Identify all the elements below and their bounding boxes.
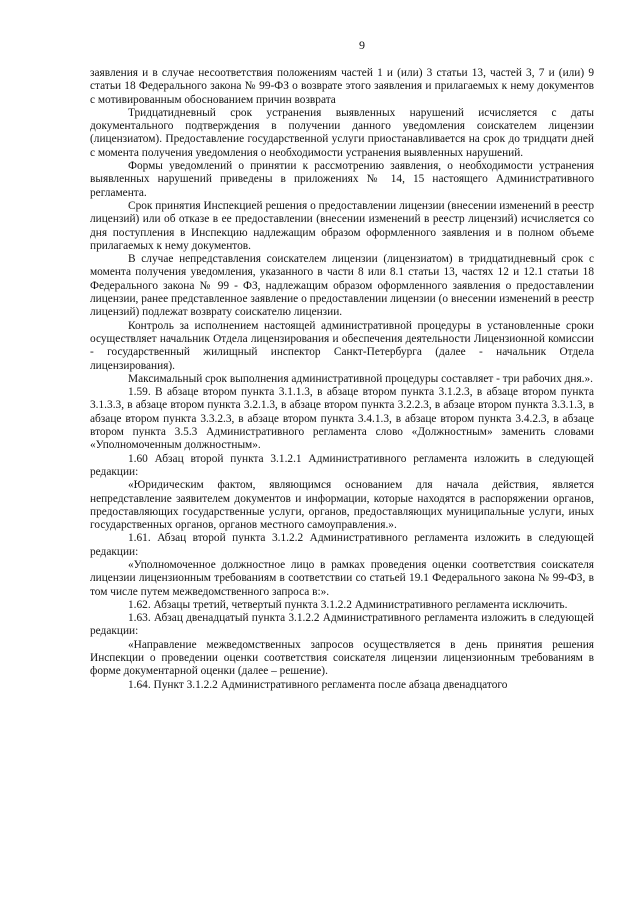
paragraph: Максимальный срок выполнения административной процедуры составляет - три рабочих дня.». — [128, 372, 593, 385]
paragraph: Срок принятия Инспекцией решения о предоставлении лицензии (внесении изменений в реестр лицензий) или об отказе в ее предоставлении (внесении изменений в реестр лицензий) исчисляется со дня поступления в Инспекцию надлежащим образом оформленного заявления и в полном объеме прилагаемых к нему документов. — [90, 199, 595, 252]
paragraph: В случае непредставления соискателем лицензии (лицензиатом) в тридцатидневный срок с момента получения уведомления, указанного в части 8 или 8.1 статьи 13, частях 12 и 12.1 статьи 18 Федерального закона № 99 - ФЗ, надлежащим образом оформленного заявления о предоставлении лицензии, ранее представленное заявление о предоставлении лицензии (о внесении изменений в реестр лицензий) подлежат возврату соискателю лицензии. — [90, 253, 594, 319]
paragraph: Контроль за исполнением настоящей административной процедуры в установленные сроки осуществляет начальник Отдела лицензирования и обеспечения деятельности Лицензионной комиссии - государственный жилищный инспектор Санкт-Петербурга (далее - начальник Отдела лицензирования). — [90, 319, 594, 372]
paragraph: «Юридическим фактом, являющимся основанием для начала действия, является непредставление заявителем документов и информации, которые находятся в распоряжении органов, предоставляющих государственные услуги, органов, предоставляющих муниципальные услуги, иных государственных органов, органов местного самоуправления.». — [90, 479, 594, 532]
paragraph: Формы уведомлений о принятии к рассмотрению заявления, о необходимости устранения выявленных нарушений приведены в приложениях № 14, 15 настоящего Административного регламента. — [90, 160, 594, 199]
paragraph: 1.61. Абзац второй пункта 3.1.2.2 Административного регламента изложить в следующей редакции: — [90, 532, 594, 558]
paragraph: 1.59. В абзаце втором пункта 3.1.1.3, в абзаце втором пункта 3.1.2.3, в абзаце втором пункта 3.1.3.3, в абзаце втором пункта 3.2.1.3, в абзаце втором пункта 3.2.2.3, в абзаце втором пункта 3.3.1.3, в абзаце втором пункта 3.3.2.3, в абзаце втором пункта 3.4.1.3, в абзаце втором пункта 3.4.2.3, в абзаце втором пункта 3.5.3 Административного регламента слово «Должностным» заменить словами «Уполномоченным должностным». — [90, 386, 594, 452]
document-body — [90, 67, 594, 692]
paragraph: 1.60 Абзац второй пункта 3.1.2.1 Административного регламента изложить в следующей редакции: — [90, 452, 594, 478]
paragraph: «Уполномоченное должностное лицо в рамках проведения оценки соответствия соискателя лицензии лицензионным требованиям в соответствии со статьей 19.1 Федерального закона № 99-ФЗ, в том числе путем межведомственного запроса в:». — [90, 558, 594, 598]
paragraph: 1.64. Пункт 3.1.2.2 Административного регламента после абзаца двенадцатого — [128, 678, 508, 691]
paragraph: Тридцатидневный срок устранения выявленных нарушений исчисляется с даты документального подтверждения в получении данного уведомления соискателем лицензии (лицензиатом). Предоставление государственной услуги приостанавливается на срок до тридцати дней с момента получения уведомления о необходимости устранения выявленных нарушений. — [90, 106, 594, 159]
paragraph: заявления и в случае несоответствия положениям частей 1 и (или) 3 статьи 13, частей 3, 7 и (или) 9 статьи 18 Федерального закона № 99-ФЗ о возврате этого заявления и прилагаемых к нему документов с мотивированным обоснованием причин возврата — [90, 67, 594, 106]
paragraph: «Направление межведомственных запросов осуществляется в день принятия решения Инспекции о проведении оценки соответствия соискателя лицензии лицензионным требованиям в форме документарной оценки (далее – решение). — [90, 638, 594, 678]
document-page — [90, 38, 594, 692]
paragraph: 1.62. Абзацы третий, четвертый пункта 3.1.2.2 Административного регламента исключить. — [128, 598, 568, 611]
paragraph: 1.63. Абзац двенадцатый пункта 3.1.2.2 Административного регламента изложить в следующей редакции: — [90, 612, 594, 638]
page-number: 9 — [359, 38, 365, 52]
